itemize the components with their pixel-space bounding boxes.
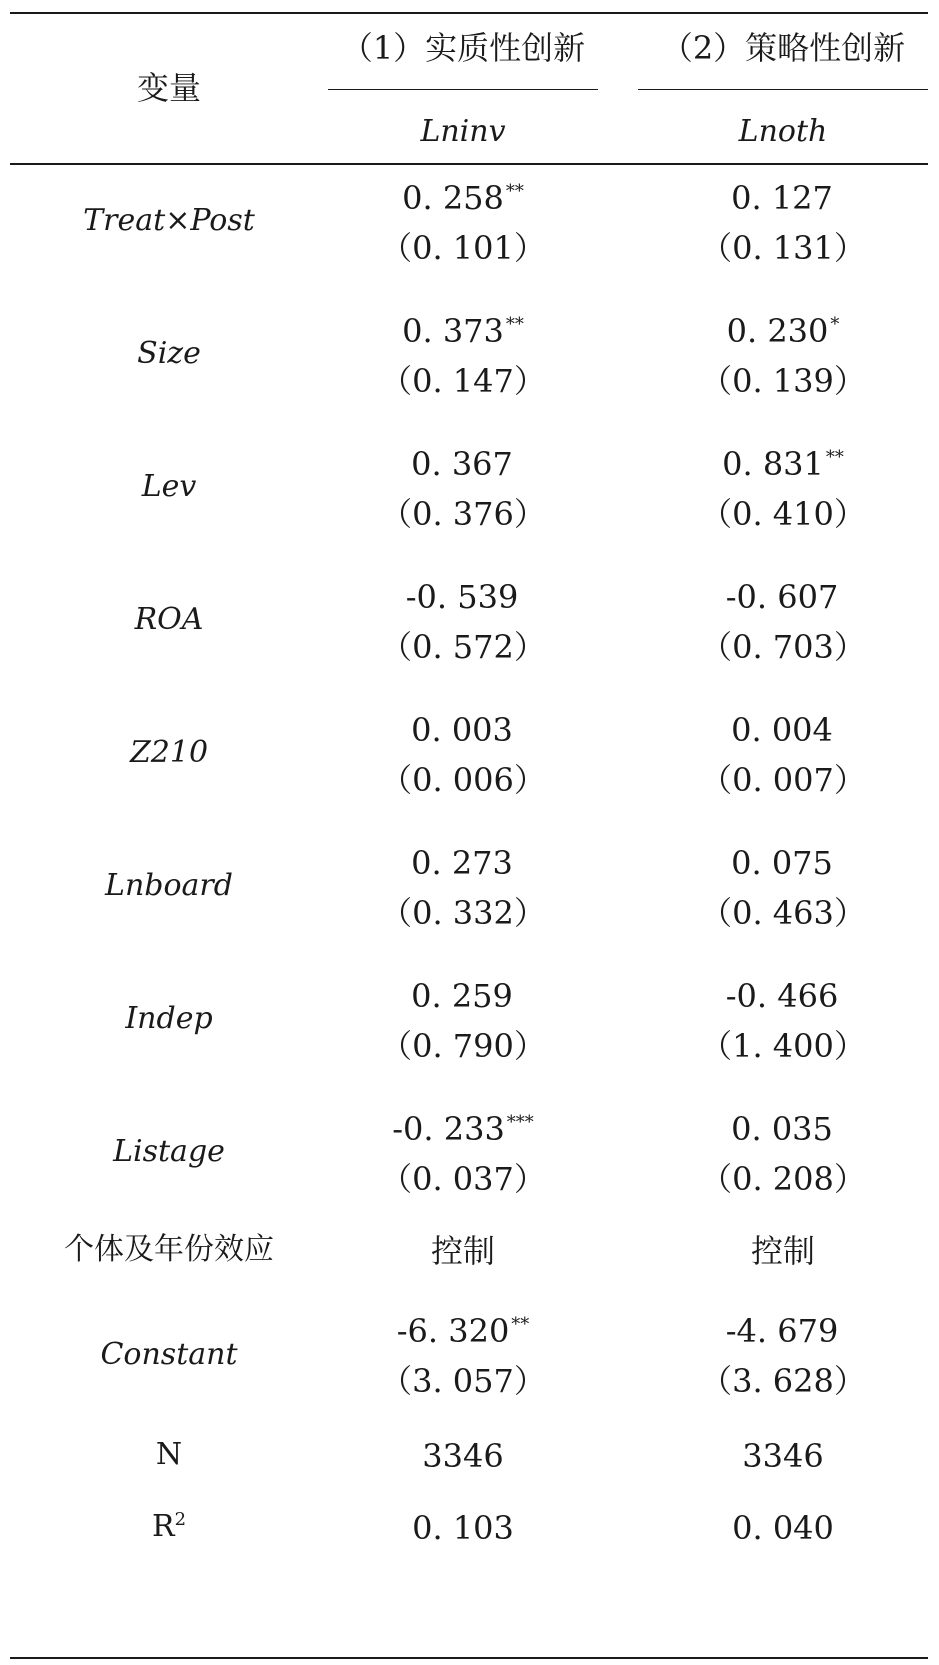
coef-c2 <box>638 445 928 483</box>
coef-c2 <box>638 1312 928 1350</box>
coef-value: -0. 607 <box>725 578 839 616</box>
significance-stars: ** <box>825 447 844 469</box>
n-label: N <box>155 1437 183 1472</box>
se-c2: （1. 400） <box>700 1027 866 1065</box>
significance-stars: ** <box>505 181 524 203</box>
coef-c1 <box>328 179 598 217</box>
coef-value: -4. 679 <box>725 1312 839 1350</box>
se-c2: （0. 208） <box>700 1160 866 1198</box>
coef-c2 <box>638 312 928 350</box>
coef-c2 <box>638 977 928 1015</box>
se-c2: （0. 139） <box>700 362 866 400</box>
se-c2: （0. 410） <box>700 495 866 533</box>
top-rule <box>10 12 928 14</box>
coef-c1 <box>328 1312 598 1350</box>
constant-label: Constant <box>100 1337 238 1372</box>
coef-c2 <box>638 844 928 882</box>
coef-c2 <box>638 711 928 749</box>
se-c1: （0. 332） <box>380 894 546 932</box>
coef-c1 <box>328 445 598 483</box>
fixed-effects-label: 个体及年份效应 <box>64 1232 274 1267</box>
se-c1: （0. 790） <box>380 1027 546 1065</box>
se-c1: （0. 006） <box>380 761 546 799</box>
row-variable-name: Lnboard <box>105 868 233 903</box>
coef-c1 <box>328 844 598 882</box>
coef-c1 <box>328 977 598 1015</box>
coef-value: 0. 831 <box>722 445 824 483</box>
r2-c1: 0. 103 <box>412 1509 514 1547</box>
coef-c1 <box>328 578 598 616</box>
r2-superscript: 2 <box>174 1509 187 1530</box>
row-variable-name: Listage <box>113 1134 225 1169</box>
col2-sub-rule <box>638 89 928 90</box>
r2-c2: 0. 040 <box>732 1509 834 1547</box>
coef-c1 <box>328 312 598 350</box>
row-variable-name: Size <box>137 336 201 371</box>
header-col1-dep: Lninv <box>420 114 506 149</box>
significance-stars: *** <box>506 1112 534 1134</box>
row-variable-name: Lev <box>141 469 197 504</box>
significance-stars: ** <box>505 314 524 336</box>
coef-value: -6. 320 <box>396 1312 510 1350</box>
fixed-effects-c2: 控制 <box>750 1232 815 1270</box>
header-variable: 变量 <box>136 69 201 107</box>
se-c2: （0. 131） <box>700 229 866 267</box>
row-variable-name: ROA <box>134 602 204 637</box>
coef-value: 0. 230 <box>726 312 829 350</box>
coef-value: 0. 003 <box>411 711 513 749</box>
bottom-rule <box>10 1657 928 1659</box>
se-c2: （0. 703） <box>700 628 866 666</box>
header-col1-title: （1）实质性创新 <box>340 29 586 67</box>
fixed-effects-c1: 控制 <box>430 1232 495 1270</box>
se-c1: （0. 037） <box>380 1160 546 1198</box>
coef-value: 0. 273 <box>411 844 513 882</box>
coef-value: 0. 259 <box>411 977 513 1015</box>
coef-value: 0. 373 <box>402 312 504 350</box>
r2-label <box>10 1509 328 1544</box>
row-variable-name: Indep <box>125 1001 213 1036</box>
coef-c2 <box>638 578 928 616</box>
col1-sub-rule <box>328 89 598 90</box>
constant-se-c1: （3. 057） <box>380 1362 546 1400</box>
coef-value: -0. 466 <box>725 977 839 1015</box>
coef-value: 0. 075 <box>731 844 833 882</box>
coef-value: 0. 258 <box>402 179 504 217</box>
coef-value: 0. 127 <box>731 179 833 217</box>
coef-value: 0. 367 <box>411 445 513 483</box>
se-c1: （0. 101） <box>380 229 546 267</box>
coef-c2 <box>638 1110 928 1148</box>
coef-value: -0. 233 <box>392 1110 505 1148</box>
significance-stars: * <box>830 314 840 336</box>
n-c1: 3346 <box>422 1437 504 1475</box>
coef-c2 <box>638 179 928 217</box>
significance-stars: ** <box>511 1314 530 1336</box>
se-c1: （0. 572） <box>380 628 546 666</box>
header-col2-title: （2）策略性创新 <box>660 29 906 67</box>
coef-value: 0. 035 <box>731 1110 833 1148</box>
mid-rule <box>10 163 928 165</box>
header-col2-dep: Lnoth <box>738 114 828 149</box>
coef-value: -0. 539 <box>405 578 519 616</box>
row-variable-name: Z210 <box>129 735 209 770</box>
row-variable-name: Treat×Post <box>83 203 255 238</box>
coef-value: 0. 004 <box>731 711 833 749</box>
se-c2: （0. 463） <box>700 894 866 932</box>
coef-c1 <box>328 1110 598 1148</box>
n-c2: 3346 <box>742 1437 824 1475</box>
coef-c1 <box>328 711 598 749</box>
se-c1: （0. 147） <box>380 362 546 400</box>
constant-se-c2: （3. 628） <box>700 1362 866 1400</box>
r2-letter: R <box>151 1509 175 1544</box>
se-c1: （0. 376） <box>380 495 546 533</box>
se-c2: （0. 007） <box>700 761 866 799</box>
